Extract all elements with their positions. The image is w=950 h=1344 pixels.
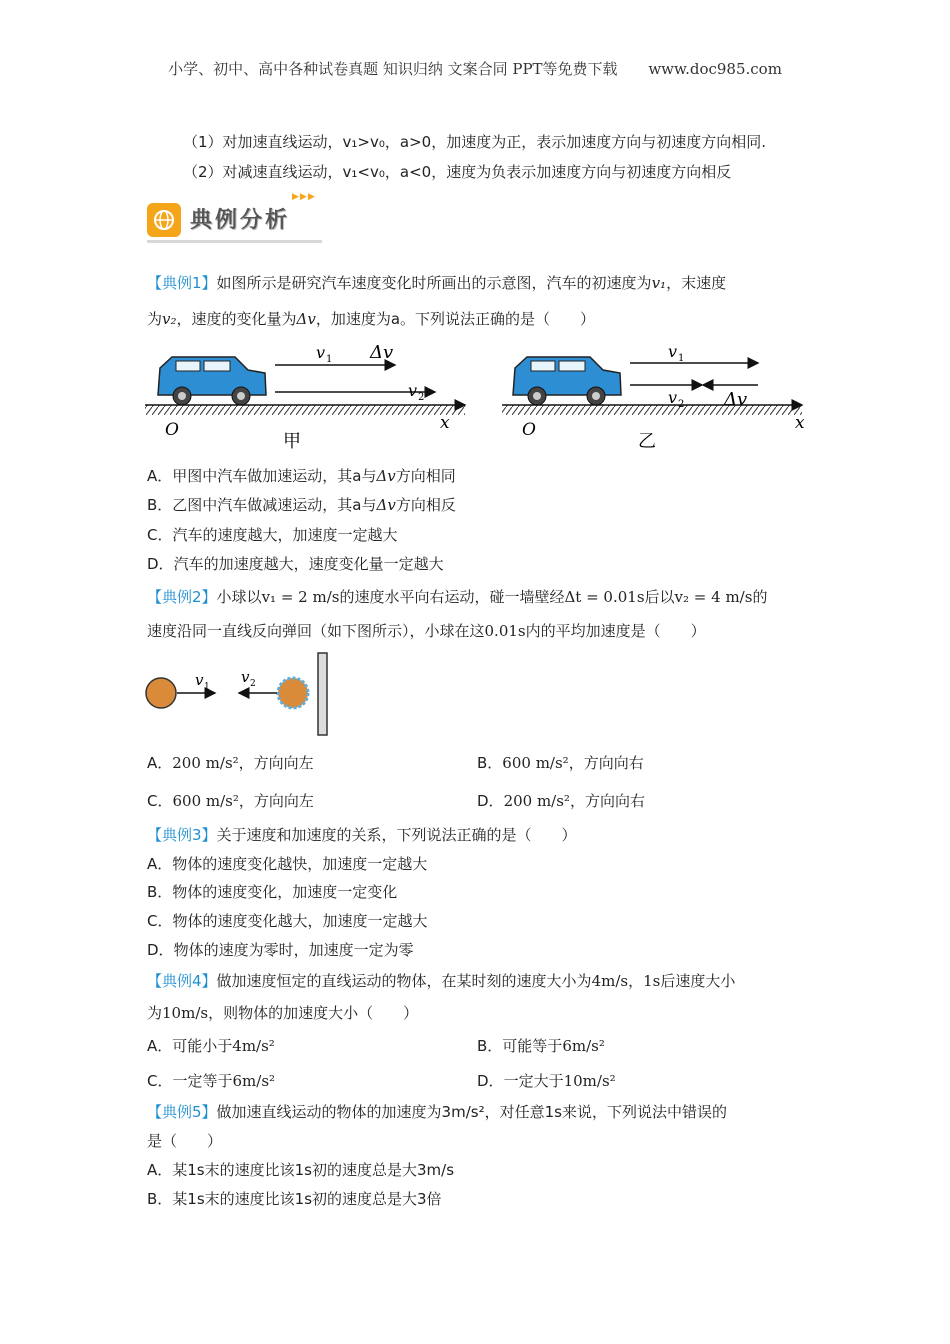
fig1-label-yi: 乙 bbox=[638, 431, 656, 452]
q1-option-b[interactable]: B．乙图中汽车做减速运动，其a与Δv方向相反 bbox=[147, 496, 456, 514]
q5-option-a[interactable]: A．某1s末的速度比该1s初的速度总是大3m/s bbox=[147, 1161, 455, 1179]
q1-stem-line2: 为v₂，速度的变化量为Δv，加速度为a。下列说法正确的是（ ） bbox=[147, 310, 596, 328]
q2-option-a[interactable]: A．200 m/s²，方向向左 bbox=[147, 754, 314, 772]
svg-text:Δv: Δv bbox=[370, 342, 394, 363]
svg-text:v: v bbox=[316, 343, 326, 362]
fig1-origin-right: O bbox=[522, 420, 536, 440]
q4-stem-line1: 【典例4】做加速度恒定的直线运动的物体，在某时刻的速度大小为4m/s，1s后速度大小 bbox=[147, 972, 736, 990]
intro-line-1: （1）对加速直线运动，v₁>v₀，a>0，加速度为正，表示加速度方向与初速度方向相同. bbox=[183, 133, 766, 151]
car-icon-left bbox=[158, 357, 266, 405]
svg-text:v: v bbox=[668, 342, 678, 361]
section-title: 典例分析 bbox=[190, 208, 291, 233]
q1-option-a[interactable]: A．甲图中汽车做加速运动，其a与Δv方向相同 bbox=[147, 467, 456, 485]
svg-text:2: 2 bbox=[678, 399, 685, 410]
svg-text:Δv: Δv bbox=[724, 389, 748, 410]
q5-stem-line1: 【典例5】做加速直线运动的物体的加速度为3m/s²，对任意1s来说，下列说法中错误的 bbox=[147, 1103, 727, 1121]
svg-text:v: v bbox=[241, 668, 250, 686]
svg-text:1: 1 bbox=[678, 353, 685, 364]
svg-text:v: v bbox=[408, 381, 418, 400]
q3-option-c[interactable]: C．物体的速度变化越大，加速度一定越大 bbox=[147, 912, 428, 930]
fig1-label-jia: 甲 bbox=[283, 431, 301, 452]
q1-stem-line1: 【典例1】如图所示是研究汽车速度变化时所画出的示意图，汽车的初速度为v₁，末速度 bbox=[147, 274, 727, 292]
fig1-x-right: x bbox=[795, 413, 805, 433]
q2-stem-line2: 速度沿同一直线反向弹回（如下图所示），小球在这0.01s内的平均加速度是（ ） bbox=[147, 622, 706, 640]
q4-option-b[interactable]: B．可能等于6m/s² bbox=[477, 1037, 605, 1055]
svg-text:1: 1 bbox=[204, 682, 210, 692]
q1-figure bbox=[140, 335, 820, 460]
section-divider bbox=[147, 240, 322, 243]
q4-option-d[interactable]: D．一定大于10m/s² bbox=[477, 1072, 616, 1090]
q2-figure bbox=[140, 650, 340, 740]
car-icon-right bbox=[513, 357, 621, 405]
q2-option-c[interactable]: C．600 m/s²，方向向左 bbox=[147, 792, 314, 810]
svg-text:v: v bbox=[668, 388, 678, 407]
q2-stem-line1: 【典例2】小球以v₁ = 2 m/s的速度水平向右运动，碰一墙壁经Δt = 0.01s后以v₂ = 4 m/s的 bbox=[147, 588, 768, 606]
svg-text:1: 1 bbox=[326, 354, 333, 365]
globe-icon bbox=[147, 203, 181, 237]
ball-rebound bbox=[278, 678, 308, 708]
q4-option-a[interactable]: A．可能小于4m/s² bbox=[147, 1037, 275, 1055]
q1-option-d[interactable]: D．汽车的加速度越大，速度变化量一定越大 bbox=[147, 555, 444, 573]
q4-option-c[interactable]: C．一定等于6m/s² bbox=[147, 1072, 276, 1090]
fig1-x-left: x bbox=[440, 413, 450, 433]
svg-text:v: v bbox=[195, 671, 204, 689]
q1-option-c[interactable]: C．汽车的速度越大，加速度一定越大 bbox=[147, 526, 398, 544]
q2-option-d[interactable]: D．200 m/s²，方向向右 bbox=[477, 792, 645, 810]
svg-text:2: 2 bbox=[250, 679, 256, 689]
q3-option-a[interactable]: A．物体的速度变化越快，加速度一定越大 bbox=[147, 855, 428, 873]
q5-option-b[interactable]: B．某1s末的速度比该1s初的速度总是大3倍 bbox=[147, 1190, 442, 1208]
svg-text:2: 2 bbox=[418, 392, 425, 403]
decor-dots: ▶▶▶ bbox=[292, 192, 316, 202]
ball-initial bbox=[146, 678, 176, 708]
intro-line-2: （2）对减速直线运动，v₁<v₀，a<0，速度为负表示加速度方向与初速度方向相反 bbox=[183, 163, 732, 181]
page-header bbox=[0, 58, 950, 79]
q3-option-d[interactable]: D．物体的速度为零时，加速度一定为零 bbox=[147, 941, 414, 959]
q4-stem-line2: 为10m/s，则物体的加速度大小（ ） bbox=[147, 1004, 419, 1022]
wall bbox=[318, 653, 327, 735]
q3-option-b[interactable]: B．物体的速度变化，加速度一定变化 bbox=[147, 883, 398, 901]
q5-stem-line2: 是（ ） bbox=[147, 1132, 223, 1150]
q2-option-b[interactable]: B．600 m/s²，方向向右 bbox=[477, 754, 644, 772]
header-site-link[interactable]: www.doc985.com bbox=[648, 60, 782, 78]
header-text: 小学、初中、高中各种试卷真题 知识归纳 文案合同 PPT等免费下载 bbox=[168, 60, 618, 78]
q3-stem: 【典例3】关于速度和加速度的关系，下列说法正确的是（ ） bbox=[147, 826, 577, 844]
fig1-origin-left: O bbox=[165, 420, 179, 440]
